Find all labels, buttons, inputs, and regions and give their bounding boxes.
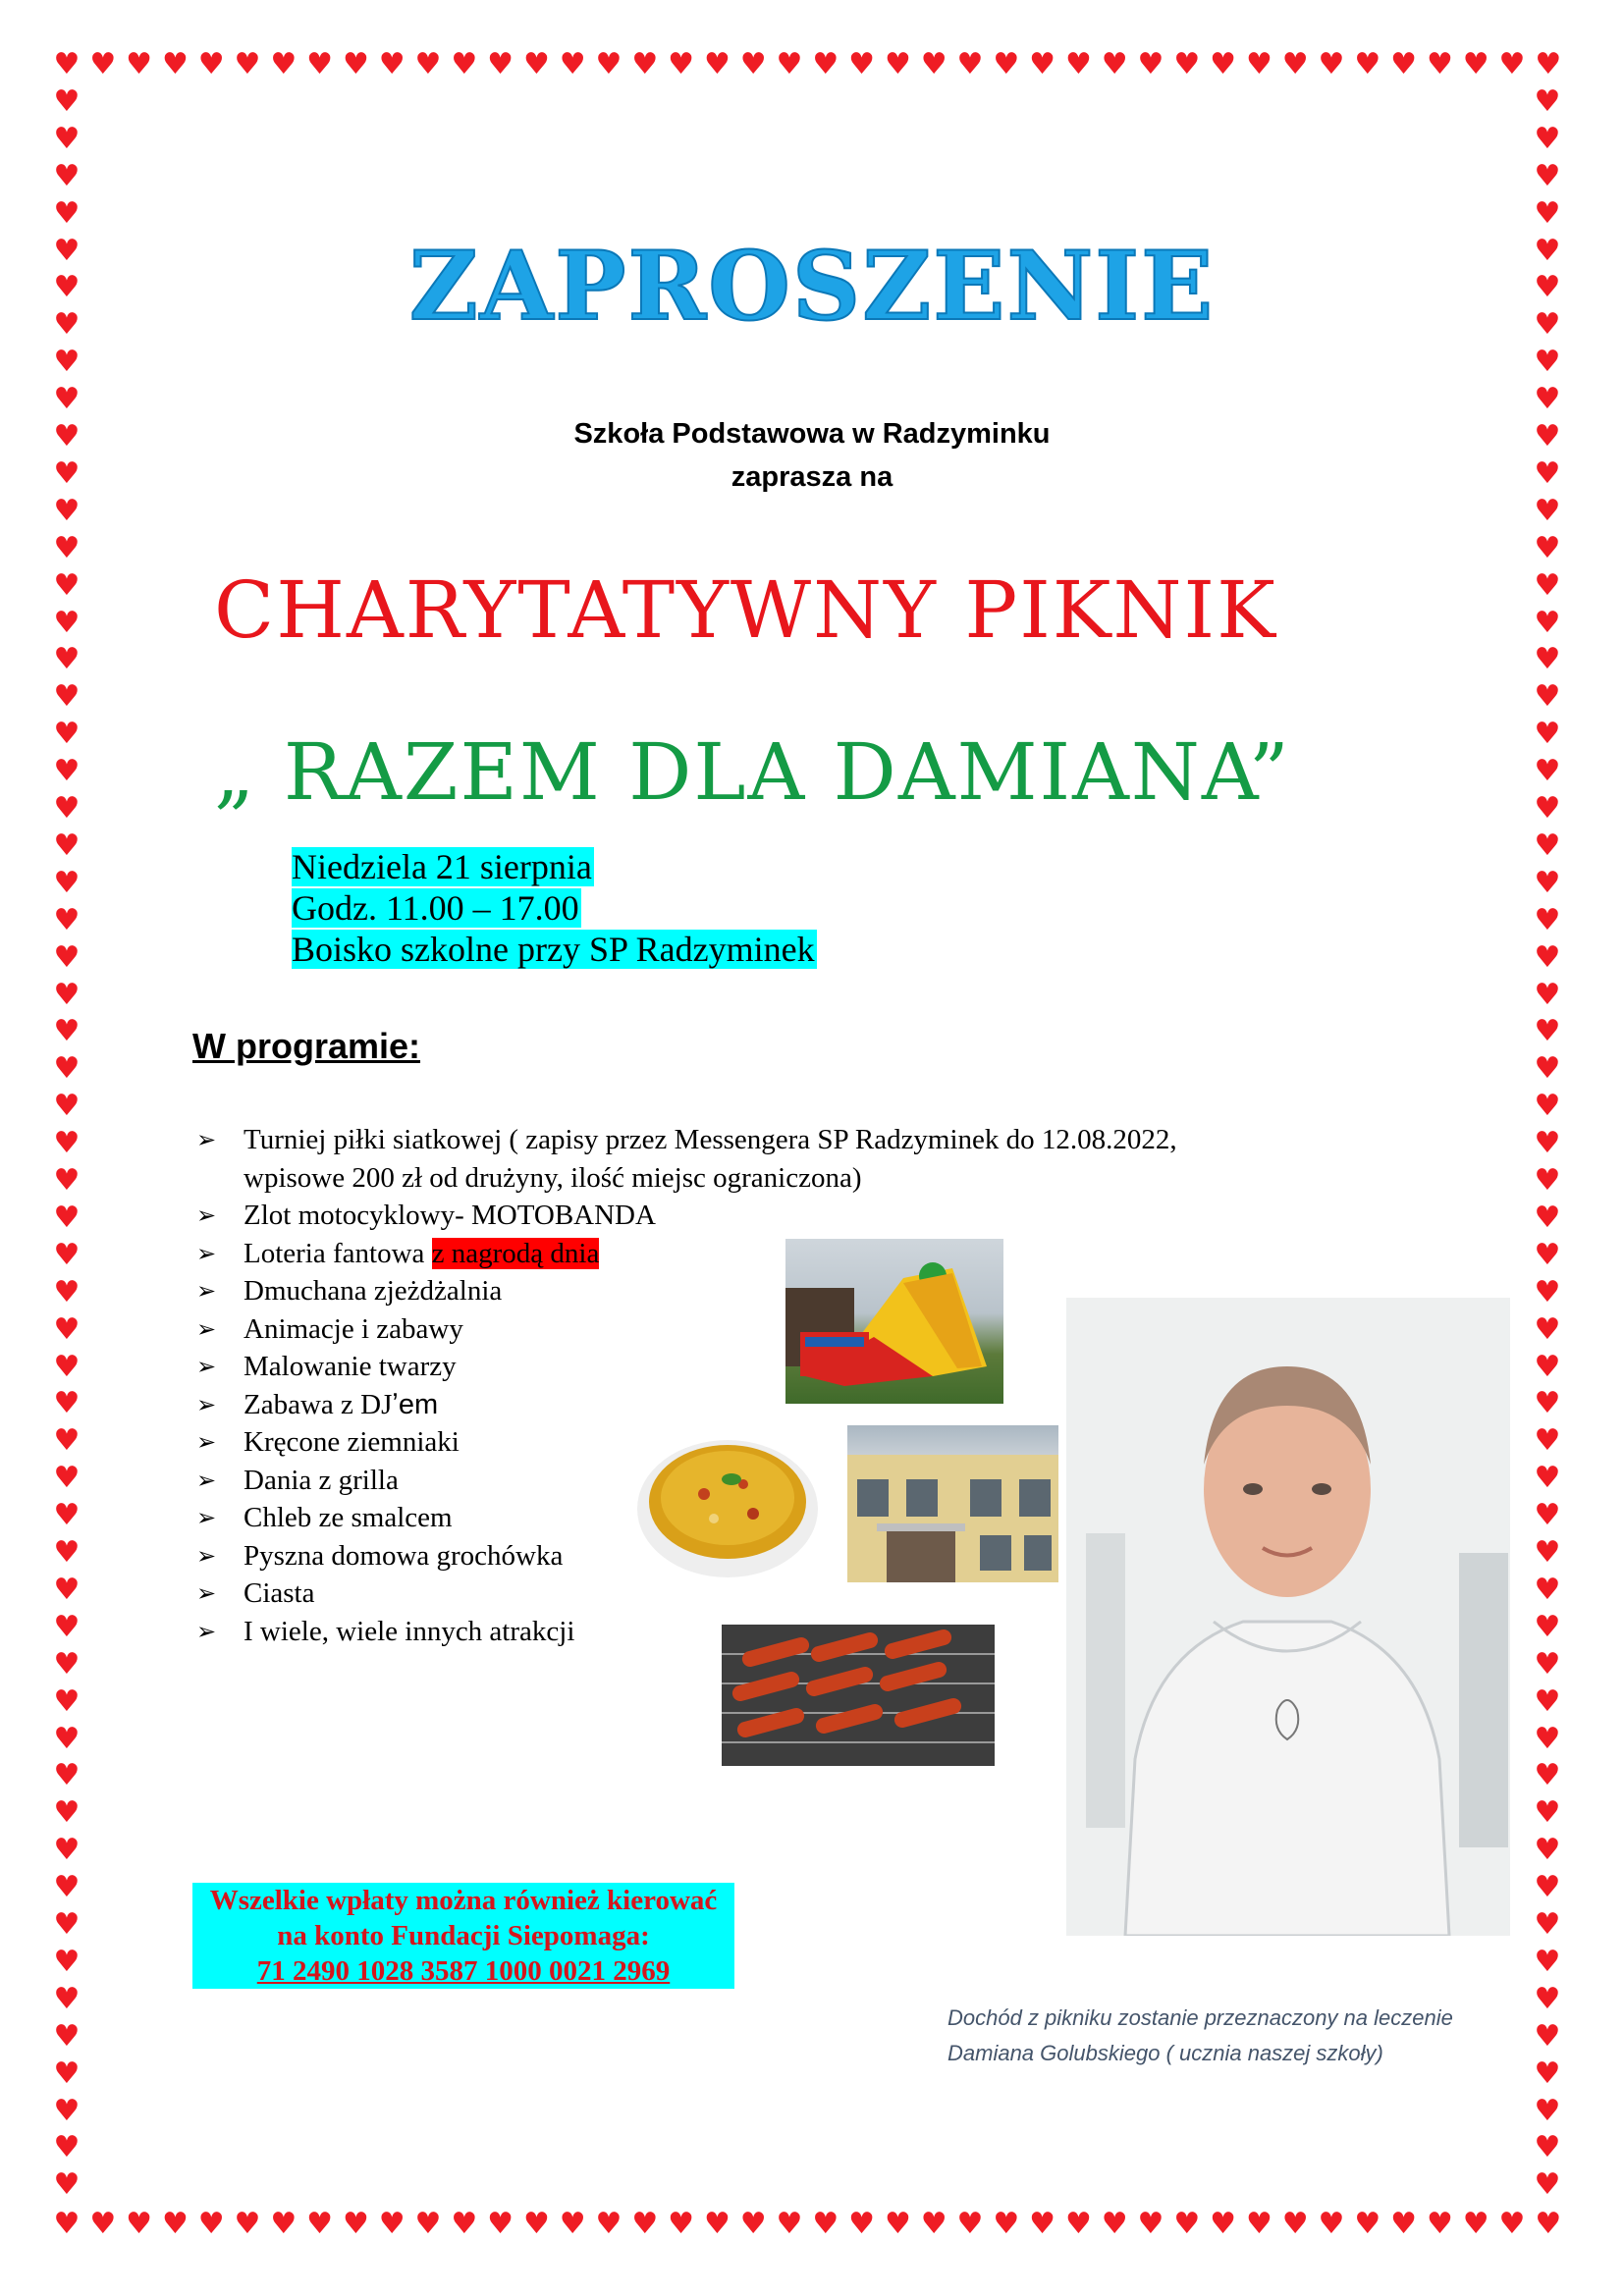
heart-icon: ♥: [1029, 2207, 1056, 2241]
heart-icon: ♥: [1534, 270, 1561, 305]
bouncy-slide-photo: [785, 1239, 1003, 1404]
heart-icon: ♥: [342, 47, 369, 81]
pea-soup-photo: [635, 1425, 820, 1584]
heart-icon: ♥: [522, 47, 550, 81]
event-title: CHARYTATYWNY PIKNIK: [214, 564, 1277, 656]
heart-icon: ♥: [53, 1200, 81, 1235]
heart-icon: ♥: [1535, 2207, 1562, 2241]
heart-icon: ♥: [1281, 2207, 1309, 2241]
heart-icon: ♥: [53, 83, 81, 119]
heart-icon: ♥: [595, 47, 623, 81]
heart-icon: ♥: [1534, 1311, 1561, 1347]
heart-icon: ♥: [53, 1833, 81, 1868]
heart-icon: ♥: [1534, 1870, 1561, 1905]
heart-icon: ♥: [1535, 47, 1562, 81]
heart-icon: ♥: [53, 455, 81, 491]
heart-icon: ♥: [1534, 1721, 1561, 1756]
heart-icon: ♥: [1534, 865, 1561, 900]
heart-icon: ♥: [53, 939, 81, 975]
heart-icon: ♥: [53, 345, 81, 380]
heart-icon: ♥: [1534, 902, 1561, 937]
list-item: ➢ Kręcone ziemniaki: [196, 1423, 1177, 1462]
arrow-bullet-icon: ➢: [196, 1541, 217, 1570]
heart-icon: ♥: [1534, 1386, 1561, 1421]
heart-icon: ♥: [53, 1237, 81, 1272]
heart-icon: ♥: [1462, 47, 1489, 81]
heart-icon: ♥: [1534, 1051, 1561, 1087]
heart-icon: ♥: [89, 47, 117, 81]
heart-icon: ♥: [234, 47, 261, 81]
heart-icon: ♥: [1210, 47, 1237, 81]
heart-icon: ♥: [53, 307, 81, 343]
heart-icon: ♥: [1318, 2207, 1345, 2241]
damian-portrait-photo: [1066, 1298, 1510, 1936]
heart-icon: ♥: [53, 865, 81, 900]
heart-icon: ♥: [1534, 530, 1561, 565]
heart-icon: ♥: [53, 1089, 81, 1124]
heart-icon: ♥: [451, 2207, 478, 2241]
heart-icon: ♥: [1534, 345, 1561, 380]
heart-icon: ♥: [595, 2207, 623, 2241]
heart-icon: ♥: [451, 47, 478, 81]
heart-icon: ♥: [1534, 2130, 1561, 2165]
heart-icon: ♥: [53, 1683, 81, 1719]
heart-icon: ♥: [1390, 47, 1418, 81]
heart-icon: ♥: [1534, 2056, 1561, 2091]
heart-icon: ♥: [53, 2093, 81, 2128]
heart-icon: ♥: [703, 2207, 731, 2241]
heart-icon: ♥: [1534, 1572, 1561, 1607]
heart-icon: ♥: [1534, 1200, 1561, 1235]
list-item: ➢ Malowanie twarzy: [196, 1348, 1177, 1386]
heart-icon: ♥: [1534, 1833, 1561, 1868]
heart-icon: ♥: [53, 1646, 81, 1682]
heart-icon: ♥: [1534, 493, 1561, 528]
heart-icon: ♥: [161, 47, 189, 81]
heart-icon: ♥: [1534, 1646, 1561, 1682]
heart-icon: ♥: [1534, 1349, 1561, 1384]
heart-icon: ♥: [1534, 1795, 1561, 1831]
heart-icon: ♥: [1064, 2207, 1092, 2241]
arrow-bullet-icon: ➢: [196, 1504, 217, 1531]
heart-icon: ♥: [1534, 1981, 1561, 2016]
school-name: Szkoła Podstawowa w Radzyminku: [573, 418, 1051, 450]
heart-icon: ♥: [53, 1981, 81, 2016]
heart-icon: ♥: [1281, 47, 1309, 81]
heart-icon: ♥: [920, 47, 947, 81]
list-item: wpisowe 200 zł od drużyny, ilość miejsc ograniczona): [244, 1161, 862, 1194]
heart-icon: ♥: [53, 605, 81, 640]
heart-icon: ♥: [126, 2207, 153, 2241]
heart-icon: ♥: [53, 1163, 81, 1198]
heart-icon: ♥: [53, 270, 81, 305]
heart-icon: ♥: [53, 2056, 81, 2091]
heart-icon: ♥: [1534, 1163, 1561, 1198]
heart-icon: ♥: [668, 2207, 695, 2241]
list-item: ➢ Turniej piłki siatkowej ( zapisy przez Messengera SP Radzyminek do 12.08.2022,: [196, 1121, 1177, 1159]
heart-icon: ♥: [53, 2130, 81, 2165]
heart-icon: ♥: [1534, 1498, 1561, 1533]
heart-icon: ♥: [53, 1461, 81, 1496]
heart-icon: ♥: [1534, 307, 1561, 343]
heart-icon: ♥: [53, 382, 81, 417]
heart-icon: ♥: [1498, 2207, 1526, 2241]
heart-icon: ♥: [53, 419, 81, 454]
arrow-bullet-icon: ➢: [196, 1277, 217, 1305]
heart-icon: ♥: [1534, 1944, 1561, 1979]
invite-text: zaprasza na: [731, 461, 893, 493]
heart-icon: ♥: [53, 2018, 81, 2054]
heart-icon: ♥: [342, 2207, 369, 2241]
heart-icon: ♥: [1534, 1126, 1561, 1161]
footnote: [947, 2001, 1453, 2071]
heart-icon: ♥: [1534, 121, 1561, 156]
heart-icon: ♥: [53, 1795, 81, 1831]
heart-icon: ♥: [487, 2207, 514, 2241]
heart-icon: ♥: [1534, 754, 1561, 789]
heart-icon: ♥: [703, 47, 731, 81]
heart-icon: ♥: [1426, 2207, 1453, 2241]
heart-icon: ♥: [1462, 2207, 1489, 2241]
heart-icon: ♥: [53, 791, 81, 826]
heart-icon: ♥: [1534, 1683, 1561, 1719]
heart-icon: ♥: [1534, 605, 1561, 640]
heart-icon: ♥: [1534, 83, 1561, 119]
heart-icon: ♥: [1534, 679, 1561, 715]
heart-icon: ♥: [53, 1609, 81, 1644]
heart-icon: ♥: [53, 1572, 81, 1607]
heart-icon: ♥: [1534, 2093, 1561, 2128]
heart-icon: ♥: [306, 2207, 334, 2241]
arrow-bullet-icon: ➢: [196, 1466, 217, 1494]
heart-icon: ♥: [1534, 2018, 1561, 2054]
event-name: „ RAZEM DLA DAMIANA”: [214, 726, 1291, 818]
list-item: ➢ Dmuchana zjeżdżalnia: [196, 1272, 1177, 1310]
heart-icon: ♥: [1245, 2207, 1272, 2241]
heart-icon: ♥: [378, 2207, 406, 2241]
heart-icon: ♥: [1534, 939, 1561, 975]
arrow-bullet-icon: ➢: [196, 1428, 217, 1456]
heart-icon: ♥: [53, 1311, 81, 1347]
heart-icon: ♥: [1137, 47, 1164, 81]
heart-icon: ♥: [631, 2207, 659, 2241]
heart-icon: ♥: [1534, 233, 1561, 268]
donation-line-1: Wszelkie wpłaty można również kierować: [209, 1885, 718, 1916]
list-item: ➢ Ciasta: [196, 1575, 1177, 1613]
arrow-bullet-icon: ➢: [196, 1353, 217, 1380]
heart-icon: ♥: [668, 47, 695, 81]
heart-icon: ♥: [1354, 2207, 1381, 2241]
list-item: ➢ Animacje i zabawy: [196, 1310, 1177, 1349]
footnote-line-1: Dochód z pikniku zostanie przeznaczony na leczenie: [947, 2005, 1453, 2030]
heart-icon: ♥: [53, 1721, 81, 1756]
event-date: Niedziela 21 sierpnia: [292, 847, 592, 886]
heart-icon: ♥: [53, 642, 81, 677]
heart-icon: ♥: [161, 2207, 189, 2241]
heart-icon: ♥: [197, 47, 225, 81]
heart-icon: ♥: [1534, 195, 1561, 231]
heart-icon: ♥: [631, 47, 659, 81]
heart-icon: ♥: [53, 1423, 81, 1459]
heart-icon: ♥: [53, 233, 81, 268]
prize-highlight: z nagrodą dnia: [431, 1237, 600, 1269]
heart-icon: ♥: [53, 195, 81, 231]
heart-icon: ♥: [234, 2207, 261, 2241]
list-item: ➢ Zlot motocyklowy- MOTOBANDA: [196, 1197, 1177, 1235]
heart-icon: ♥: [993, 2207, 1020, 2241]
heart-icon: ♥: [414, 47, 442, 81]
list-item: ➢ Zabawa z DJʼem: [196, 1386, 1177, 1424]
heart-icon: ♥: [487, 47, 514, 81]
grilled-sausages-photo: [722, 1625, 995, 1766]
heart-icon: ♥: [1101, 47, 1128, 81]
heart-icon: ♥: [53, 679, 81, 715]
heart-icon: ♥: [53, 1274, 81, 1309]
heart-icon: ♥: [53, 1126, 81, 1161]
heart-icon: ♥: [1498, 47, 1526, 81]
list-item: ➢ Dania z grilla: [196, 1462, 1177, 1500]
heart-icon: ♥: [53, 1907, 81, 1942]
heart-icon: ♥: [1534, 642, 1561, 677]
list-item: ➢ Chleb ze smalcem: [196, 1499, 1177, 1537]
heart-icon: ♥: [414, 2207, 442, 2241]
heart-icon: ♥: [1534, 1423, 1561, 1459]
heart-icon: ♥: [1534, 419, 1561, 454]
heart-icon: ♥: [1101, 2207, 1128, 2241]
heart-icon: ♥: [1173, 2207, 1201, 2241]
heart-icon: ♥: [739, 2207, 767, 2241]
heart-icon: ♥: [1534, 828, 1561, 863]
footnote-line-2: Damiana Golubskiego ( ucznia naszej szkoły): [947, 2041, 1383, 2065]
arrow-bullet-icon: ➢: [196, 1201, 217, 1229]
heart-icon: ♥: [884, 47, 911, 81]
heart-icon: ♥: [956, 2207, 984, 2241]
heart-icon: ♥: [53, 2167, 81, 2203]
heart-icon: ♥: [53, 1758, 81, 1793]
heart-icon: ♥: [848, 47, 876, 81]
heart-icon: ♥: [1534, 1237, 1561, 1272]
arrow-bullet-icon: ➢: [196, 1617, 217, 1645]
donation-box: [192, 1883, 734, 1989]
program-heading: W programie:: [192, 1026, 421, 1066]
heart-icon: ♥: [1534, 1274, 1561, 1309]
arrow-bullet-icon: ➢: [196, 1579, 217, 1607]
heart-icon: ♥: [812, 2207, 839, 2241]
heart-icon: ♥: [53, 158, 81, 193]
heart-icon: ♥: [1534, 1609, 1561, 1644]
heart-icon: ♥: [53, 902, 81, 937]
heart-icon: ♥: [884, 2207, 911, 2241]
heart-icon: ♥: [1534, 382, 1561, 417]
heart-icon: ♥: [53, 1870, 81, 1905]
heart-icon: ♥: [53, 1014, 81, 1049]
arrow-bullet-icon: ➢: [196, 1126, 217, 1153]
heart-icon: ♥: [53, 121, 81, 156]
heart-icon: ♥: [559, 47, 586, 81]
heart-icon: ♥: [270, 2207, 298, 2241]
heart-icon: ♥: [53, 828, 81, 863]
heart-icon: ♥: [270, 47, 298, 81]
heart-icon: ♥: [53, 2207, 81, 2241]
heart-icon: ♥: [306, 47, 334, 81]
heart-icon: ♥: [559, 2207, 586, 2241]
heart-icon: ♥: [1354, 47, 1381, 81]
heart-icon: ♥: [956, 47, 984, 81]
heart-icon: ♥: [89, 2207, 117, 2241]
heart-icon: ♥: [53, 493, 81, 528]
heart-icon: ♥: [53, 717, 81, 752]
heart-icon: ♥: [1390, 2207, 1418, 2241]
arrow-bullet-icon: ➢: [196, 1239, 217, 1267]
heart-icon: ♥: [1534, 1535, 1561, 1570]
heart-icon: ♥: [1534, 977, 1561, 1012]
heart-icon: ♥: [53, 47, 81, 81]
heart-icon: ♥: [1534, 791, 1561, 826]
heart-icon: ♥: [776, 47, 803, 81]
heart-icon: ♥: [1534, 455, 1561, 491]
heart-icon: ♥: [53, 977, 81, 1012]
event-time: Godz. 11.00 – 17.00: [292, 888, 579, 928]
list-item: ➢ I wiele, wiele innych atrakcji: [196, 1613, 1177, 1651]
heart-icon: ♥: [1064, 47, 1092, 81]
heart-icon: ♥: [1029, 47, 1056, 81]
heart-icon: ♥: [53, 1535, 81, 1570]
event-place: Boisko szkolne przy SP Radzyminek: [292, 930, 815, 969]
heart-icon: ♥: [1534, 717, 1561, 752]
list-item: ➢ Loteria fantowa z nagrodą dnia: [196, 1235, 1177, 1273]
heart-icon: ♥: [1534, 1014, 1561, 1049]
heart-icon: ♥: [1534, 2167, 1561, 2203]
bank-account-number: 71 2490 1028 3587 1000 0021 2969: [256, 1955, 671, 1987]
heart-icon: ♥: [522, 2207, 550, 2241]
heart-icon: ♥: [1534, 158, 1561, 193]
heart-icon: ♥: [126, 47, 153, 81]
arrow-bullet-icon: ➢: [196, 1390, 217, 1418]
heart-icon: ♥: [1534, 1758, 1561, 1793]
heart-icon: ♥: [776, 2207, 803, 2241]
donation-line-2: na konto Fundacji Siepomaga:: [277, 1920, 650, 1951]
school-subtitle: [0, 412, 1624, 499]
heart-icon: ♥: [1426, 47, 1453, 81]
heart-icon: ♥: [1534, 1461, 1561, 1496]
heart-icon: ♥: [53, 1051, 81, 1087]
heart-icon: ♥: [1137, 2207, 1164, 2241]
heart-icon: ♥: [378, 47, 406, 81]
heart-icon: ♥: [812, 47, 839, 81]
page-title: ZAPROSZENIE: [408, 231, 1216, 342]
heart-icon: ♥: [53, 1349, 81, 1384]
heart-icon: ♥: [993, 47, 1020, 81]
event-details: [292, 846, 817, 970]
heart-icon: ♥: [1318, 47, 1345, 81]
heart-icon: ♥: [197, 2207, 225, 2241]
heart-icon: ♥: [53, 567, 81, 603]
heart-icon: ♥: [53, 1498, 81, 1533]
school-building-photo: [847, 1425, 1058, 1582]
list-item: ➢ Pyszna domowa grochówka: [196, 1537, 1177, 1575]
heart-icon: ♥: [920, 2207, 947, 2241]
heart-icon: ♥: [53, 1386, 81, 1421]
heart-icon: ♥: [1534, 1089, 1561, 1124]
heart-icon: ♥: [53, 530, 81, 565]
heart-icon: ♥: [1534, 1907, 1561, 1942]
arrow-bullet-icon: ➢: [196, 1314, 217, 1343]
heart-icon: ♥: [1245, 47, 1272, 81]
heart-icon: ♥: [1534, 567, 1561, 603]
heart-icon: ♥: [1173, 47, 1201, 81]
heart-icon: ♥: [1210, 2207, 1237, 2241]
heart-icon: ♥: [53, 1944, 81, 1979]
heart-icon: ♥: [739, 47, 767, 81]
heart-icon: ♥: [848, 2207, 876, 2241]
heart-icon: ♥: [53, 754, 81, 789]
